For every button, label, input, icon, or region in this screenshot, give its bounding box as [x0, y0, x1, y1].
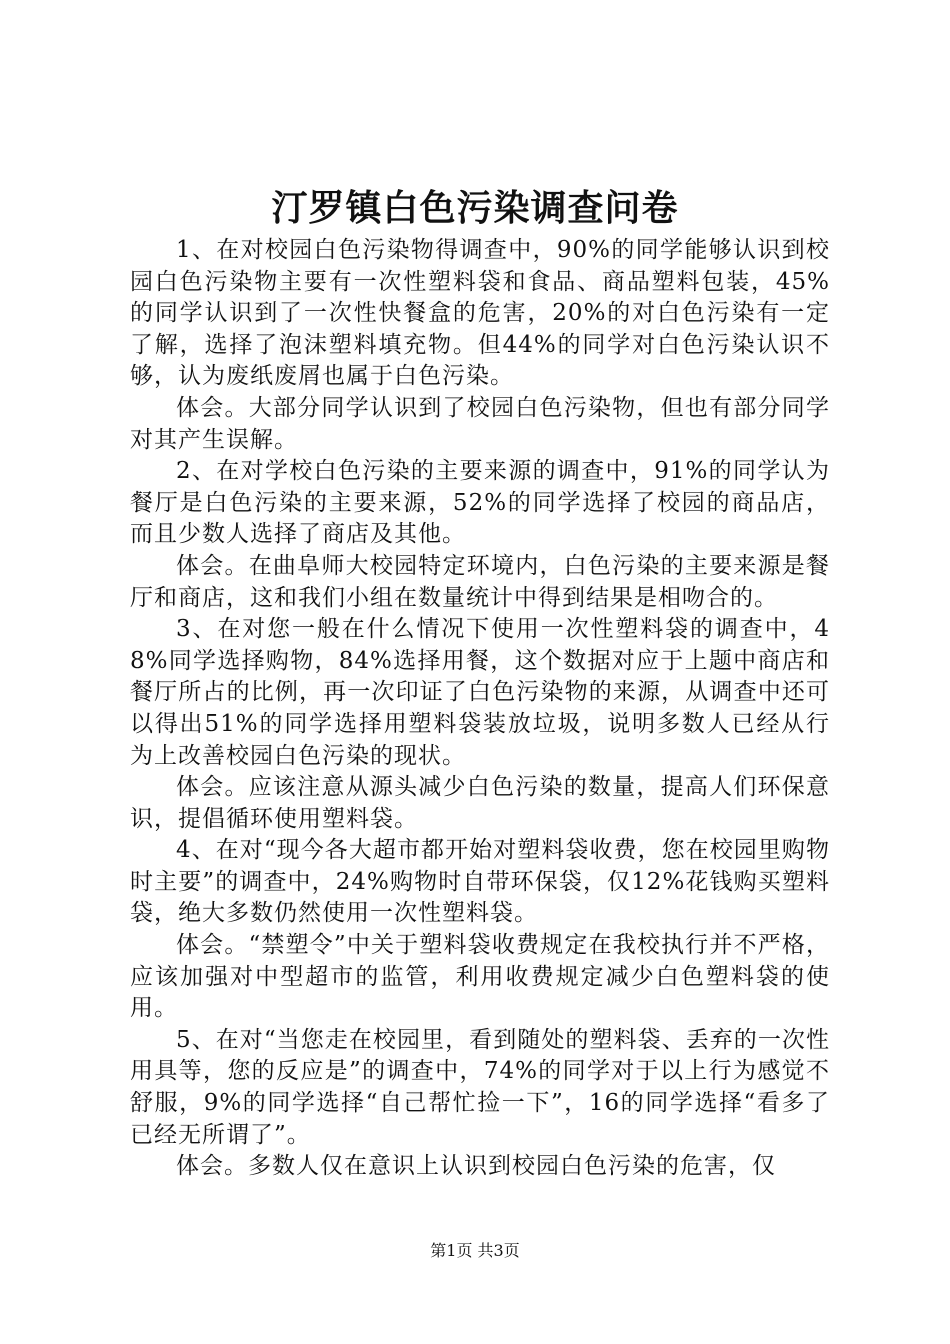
- paragraph-4: 体会。在曲阜师大校园特定环境内，白色污染的主要来源是餐厅和商店，这和我们小组在数量统计中得到结果是相吻合的。: [130, 552, 830, 611]
- paragraph-5: 3、在对您一般在什么情况下使用一次性塑料袋的调查中，48%同学选择购物，84%选择用餐，这个数据对应于上题中商店和餐厅所占的比例，再一次印证了白色污染物的来源，从调查中还可以得出51%的同学选择用塑料袋装放垃圾，说明多数人已经从行为上改善校园白色污染的现状。: [130, 616, 830, 769]
- paragraph-8: 体会。“禁塑令”中关于塑料袋收费规定在我校执行并不严格，应该加强对中型超市的监管，利用收费规定减少白色塑料袋的使用。: [130, 932, 830, 1022]
- paragraph-2: 体会。大部分同学认识到了校园白色污染物，但也有部分同学对其产生误解。: [130, 394, 830, 453]
- paragraph-9: 5、在对“当您走在校园里，看到随处的塑料袋、丢弃的一次性用具等，您的反应是”的调查中，74%的同学对于以上行为感觉不舒服，9%的同学选择“自己帮忙捡一下”，16的同学选择“看多了已经无所谓了”。: [130, 1026, 830, 1148]
- paragraph-1: 1、在对校园白色污染物得调查中，90%的同学能够认识到校园白色污染物主要有一次性塑料袋和食品、商品塑料包装，45%的同学认识到了一次性快餐盒的危害，20%的对白色污染有一定了解，选择了泡沫塑料填充物。但44%的同学对白色污染认识不够，认为废纸废屑也属于白色污染。: [130, 237, 830, 390]
- document-title: 汀罗镇白色污染调查问卷: [271, 187, 679, 229]
- paragraph-7: 4、在对“现今各大超市都开始对塑料袋收费，您在校园里购物时主要”的调查中，24%购物时自带环保袋，仅12%花钱购买塑料袋，绝大多数仍然使用一次性塑料袋。: [130, 837, 830, 927]
- paragraph-6: 体会。应该注意从源头减少白色污染的数量，提高人们环保意识，提倡循环使用塑料袋。: [130, 774, 830, 832]
- paragraph-10: 体会。多数人仅在意识上认识到校园白色污染的危害，仅: [176, 1153, 776, 1180]
- paragraph-3: 2、在对学校白色污染的主要来源的调查中，91%的同学认为餐厅是白色污染的主要来源，52%的同学选择了校园的商品店，而且少数人选择了商店及其他。: [130, 458, 830, 548]
- page-footer: 第1页 共3页: [430, 1241, 520, 1260]
- document-body: [130, 235, 830, 1183]
